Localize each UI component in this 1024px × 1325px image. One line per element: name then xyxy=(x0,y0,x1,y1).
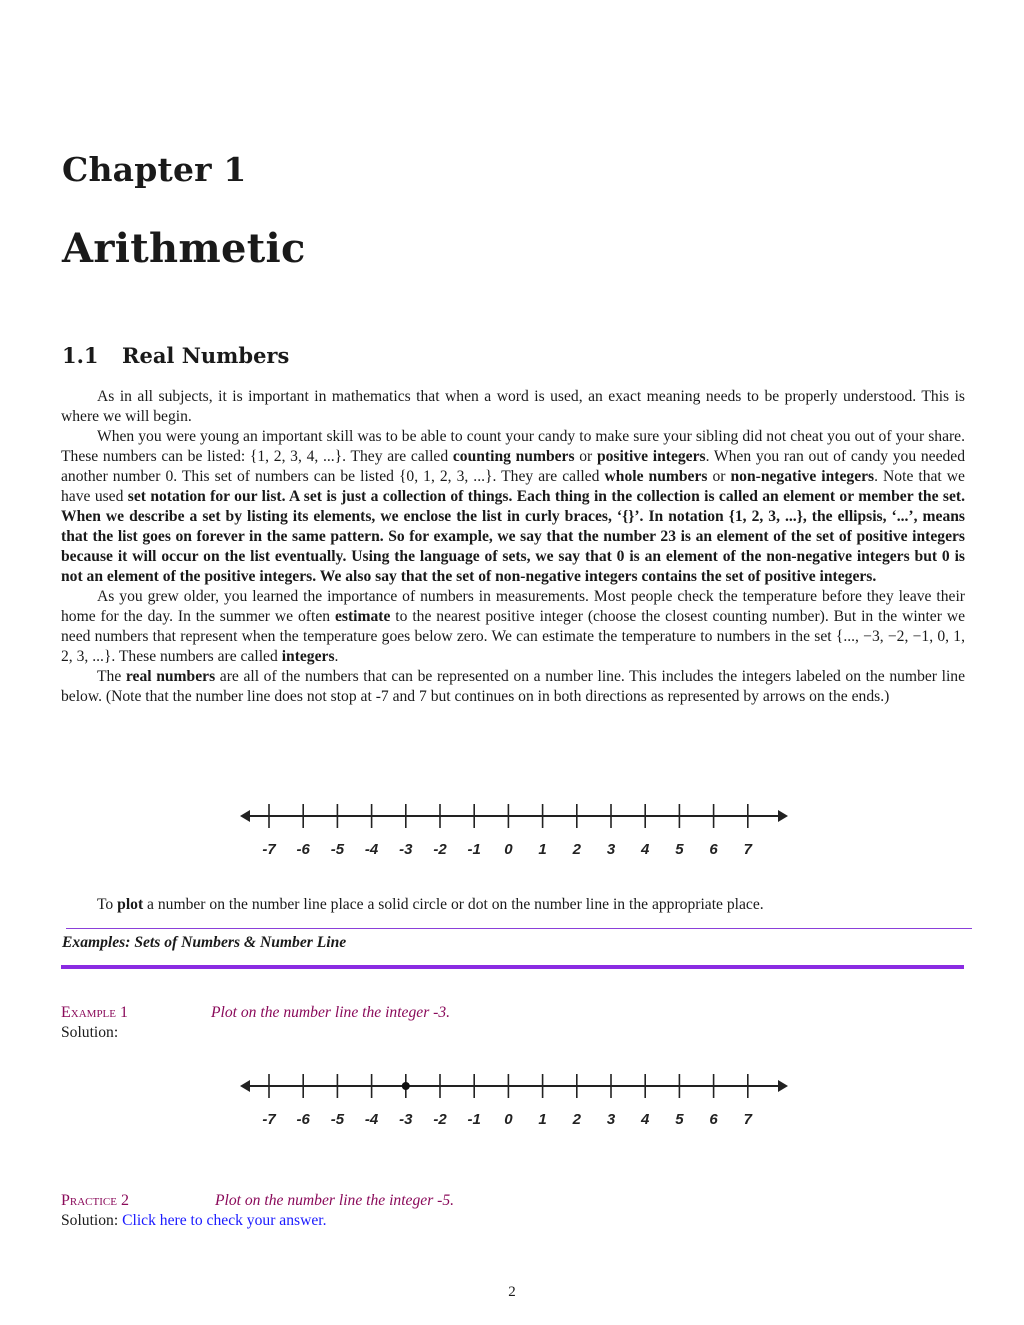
chapter-title: Arithmetic xyxy=(62,225,306,272)
tick-label: 5 xyxy=(675,1111,684,1128)
paragraph-2-run: . When you ran out of candy you needed another number 0. This set of numbers can be listed {0, 1, 2, 3, ...}. They are called xyxy=(61,448,966,485)
paragraph-3-run: As you grew older, you learned the importance of numbers in measurements. Most people check the temperature before they leave their home for the day. In the summer we often xyxy=(61,588,965,625)
practice-2-label: Practice 2 xyxy=(61,1192,129,1209)
practice-2-solution-label: Solution: xyxy=(61,1212,119,1229)
divider-thick xyxy=(61,965,964,969)
tick-label: -5 xyxy=(330,841,345,858)
paragraph-3-run: integers xyxy=(281,648,335,665)
paragraph-4-run: real numbers xyxy=(125,668,216,685)
paragraph-2-run: positive integers xyxy=(596,448,706,465)
examples-heading: Examples: Sets of Numbers & Number Line xyxy=(62,934,347,951)
plot-instruction-text-run: To xyxy=(97,896,118,913)
plot-instruction-text-run: a number on the number line place a solid circle or dot on the number line in the appropriate place. xyxy=(143,896,764,913)
paragraph-2-run: whole numbers xyxy=(604,468,708,485)
plotted-point xyxy=(402,1082,410,1090)
paragraph-2-run: or xyxy=(707,468,731,485)
tick-label: -4 xyxy=(364,841,379,858)
section-heading xyxy=(62,343,289,368)
paragraph-1: As in all subjects, it is important in mathematics that when a word is used, an exact meaning needs to be properly understood. This is where we will begin. xyxy=(61,388,965,425)
plot-instruction-text-run: plot xyxy=(117,896,144,913)
tick-label: 6 xyxy=(709,841,718,858)
tick-label: 7 xyxy=(743,1111,752,1128)
tick-label: -1 xyxy=(467,841,481,858)
tick-label: -4 xyxy=(364,1111,379,1128)
paragraph-2-run: or xyxy=(574,448,597,465)
paragraph-2-run: set notation for our list. A set is just a collection of things. Each thing in the collection is called an element or member the set. When we describe a set by listing its elements, we enclose the list in curly braces, ‘{}’. In notation {1, 2, 3, ...}, the ellipsis, ‘...’, means that the list goes on forever in the same pattern. So for example, we say that the number 23 is an element of the set of positive integers because it will occur on the list eventually. Using the language of sets, we say that 0 is an element of the non-negative integers but 0 is not an element of the positive integers. We also say that the set of non-negative integers contains the set of positive integers. xyxy=(61,488,965,585)
tick-label: 1 xyxy=(538,1111,547,1128)
example-1-solution-label: Solution: xyxy=(61,1024,119,1041)
right-arrow-icon xyxy=(778,1080,788,1092)
paragraph-4-run: The xyxy=(97,668,126,685)
right-arrow-icon xyxy=(778,810,788,822)
section-number: 1.1 xyxy=(62,343,99,368)
tick-label: -3 xyxy=(399,1111,413,1128)
tick-label: 4 xyxy=(641,1111,650,1128)
tick-label: 6 xyxy=(709,1111,718,1128)
tick-label: 7 xyxy=(743,841,752,858)
practice-2-solution xyxy=(61,1212,327,1230)
paragraph-2-run: non-negative integers xyxy=(730,468,875,485)
left-arrow-icon xyxy=(240,1080,250,1092)
paragraph-2 xyxy=(61,427,965,587)
tick-label: -3 xyxy=(399,841,413,858)
left-arrow-icon xyxy=(240,810,250,822)
page-number: 2 xyxy=(508,1284,516,1300)
tick-label: -2 xyxy=(433,1111,447,1128)
tick-label: 3 xyxy=(606,1111,616,1128)
plot-instruction-text xyxy=(97,896,764,913)
section-title: Real Numbers xyxy=(122,343,290,368)
tick-label: 4 xyxy=(641,841,650,858)
tick-label: -1 xyxy=(467,1111,481,1128)
paragraph-3-run: estimate xyxy=(334,608,391,625)
paragraph-4 xyxy=(61,667,965,707)
example-1-label: Example 1 xyxy=(61,1004,128,1021)
paragraph-2-run: . Note that we have used xyxy=(61,468,965,505)
paragraph-2-run: counting numbers xyxy=(452,448,575,465)
body-text xyxy=(61,387,965,707)
tick-label: -6 xyxy=(296,1111,310,1128)
tick-label: -6 xyxy=(296,841,310,858)
example-1-problem: Plot on the number line the integer -3. xyxy=(211,1004,451,1021)
paragraph-3-run: . xyxy=(334,648,339,665)
number-line-example-1 xyxy=(238,1071,790,1133)
tick-label: -2 xyxy=(433,841,447,858)
plot-instruction xyxy=(61,895,965,915)
practice-2-problem: Plot on the number line the integer -5. xyxy=(215,1192,455,1209)
tick-label: 0 xyxy=(504,1111,513,1128)
tick-label: 2 xyxy=(572,1111,581,1128)
tick-label: 2 xyxy=(572,841,581,858)
tick-label: -7 xyxy=(262,1111,276,1128)
tick-label: 3 xyxy=(606,841,616,858)
paragraph-3 xyxy=(61,587,965,667)
tick-label: -7 xyxy=(262,841,276,858)
tick-label: 5 xyxy=(675,841,684,858)
tick-label: 1 xyxy=(538,841,547,858)
divider-thin xyxy=(66,928,972,929)
number-line-figure xyxy=(238,801,790,863)
check-answer-link[interactable]: Click here to check your answer. xyxy=(122,1212,327,1229)
paragraph-4-run: are all of the numbers that can be represented on a number line. This includes the integers labeled on the number line below. (Note that the number line does not stop at -7 and 7 but continues on in both directions as represented by arrows on the ends.) xyxy=(61,668,965,705)
tick-label: 0 xyxy=(504,841,513,858)
chapter-label: Chapter 1 xyxy=(62,150,247,189)
paragraph-3-run: to the nearest positive integer (choose the closest counting number). But in the winter we need numbers that represent when the temperature goes below zero. We can estimate the temperature to numbers in the set {..., −3, −2, −1, 0, 1, 2, 3, ...}. These numbers are called xyxy=(61,608,965,665)
tick-label: -5 xyxy=(330,1111,345,1128)
paragraph-2-run: When you were young an important skill was to be able to count your candy to make sure your sibling did not cheat you out of your share. These numbers can be listed: {1, 2, 3, 4, ...}. They are called xyxy=(61,428,965,465)
